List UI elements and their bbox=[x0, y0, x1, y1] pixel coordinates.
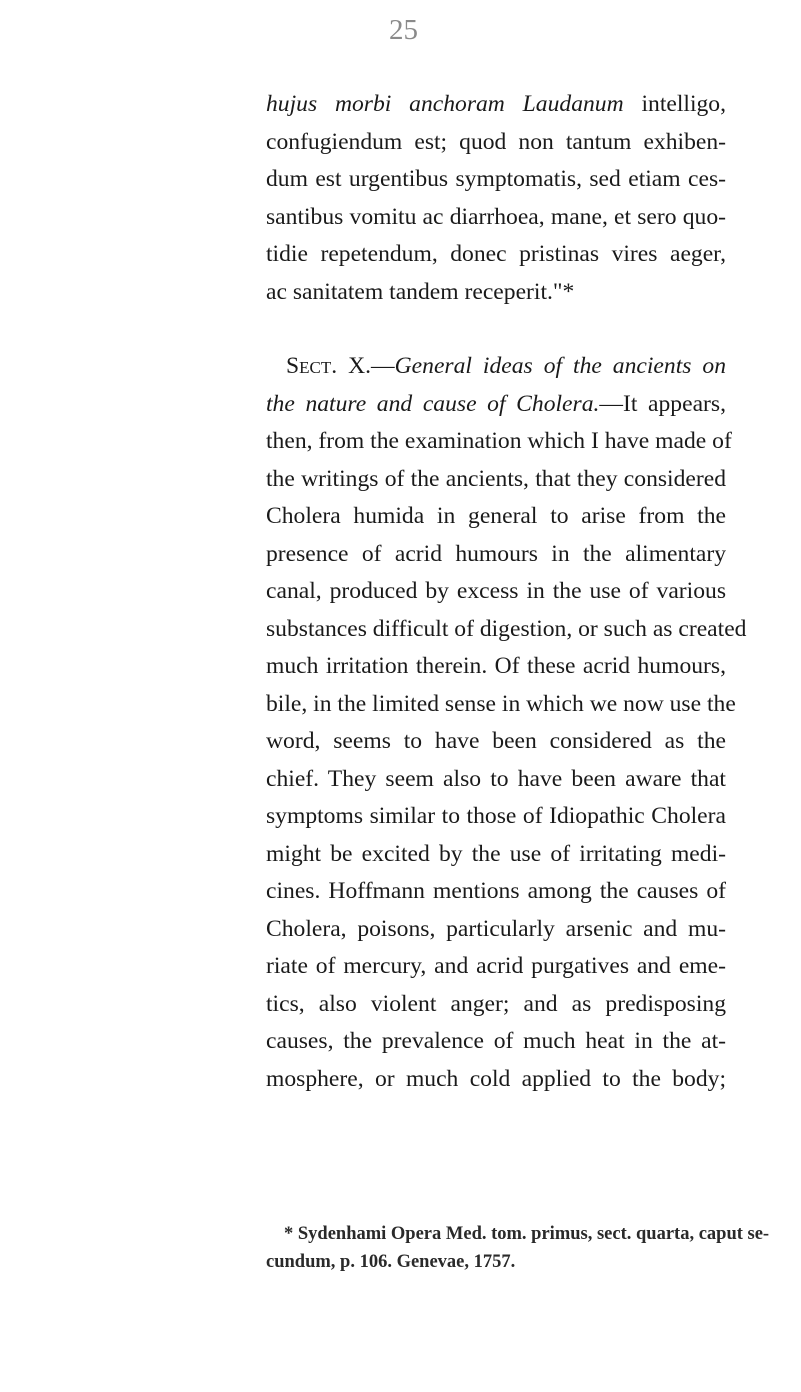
text-line: mosphere, or much cold applied to the body; bbox=[266, 1065, 726, 1092]
text-line: much irritation therein. Of these acrid humours, bbox=[266, 653, 726, 679]
text-line: Cholera, poisons, particularly arsenic and mu- bbox=[266, 915, 726, 942]
text-line: canal, produced by excess in the use of various bbox=[266, 578, 726, 604]
text-line: presence of acrid humours in the alimentary bbox=[266, 540, 726, 567]
text-line: substances difficult of digestion, or such as created bbox=[266, 615, 747, 642]
text-fragment: —It appears, bbox=[599, 390, 726, 417]
text-line bbox=[266, 386, 726, 424]
text-line: the writings of the ancients, that they considered bbox=[266, 465, 726, 492]
footnote-line: cundum, p. 106. Genevae, 1757. bbox=[266, 1252, 516, 1272]
text-line: chief. They seem also to have been aware that bbox=[266, 765, 726, 792]
text-line: ac sanitatem tandem receperit."* bbox=[266, 278, 575, 305]
em-dash: — bbox=[371, 353, 395, 379]
text-line: Cholera humida in general to arise from the bbox=[266, 503, 726, 529]
page-number: 25 bbox=[389, 14, 418, 46]
text-line bbox=[266, 86, 726, 124]
section-label: Sect. X. bbox=[286, 353, 372, 379]
text-line: might be excited by the use of irritating medi- bbox=[266, 840, 726, 867]
section-title: General ideas of the ancients on bbox=[394, 353, 726, 379]
text-line: bile, in the limited sense in which we now use the bbox=[266, 690, 736, 717]
footnote bbox=[266, 1220, 770, 1276]
section-title-continued: the nature and cause of Cholera. bbox=[266, 390, 600, 417]
text-line: confugiendum est; quod non tantum exhiben- bbox=[266, 128, 726, 155]
text-line: dum est urgentibus symptomatis, sed etiam ces- bbox=[266, 166, 726, 192]
text-line: then, from the examination which I have made of bbox=[266, 428, 732, 454]
text-line: cines. Hoffmann mentions among the causes of bbox=[266, 878, 726, 904]
text-line: word, seems to have been considered as the bbox=[266, 728, 726, 754]
text-line: causes, the prevalence of much heat in the at- bbox=[266, 1028, 726, 1054]
main-text bbox=[266, 86, 747, 1098]
text-line: tics, also violent anger; and as predisposing bbox=[266, 990, 726, 1017]
text-line: tidie repetendum, donec pristinas vires aeger, bbox=[266, 241, 726, 267]
text-line: riate of mercury, and acrid purgatives and eme- bbox=[266, 953, 726, 979]
text-fragment: intelligo, bbox=[623, 91, 726, 117]
text-line: symptoms similar to those of Idiopathic Cholera bbox=[266, 803, 726, 829]
section-heading-line bbox=[266, 348, 726, 386]
text-line: santibus vomitu ac diarrhoea, mane, et sero quo- bbox=[266, 203, 726, 230]
italic-phrase: hujus morbi anchoram Laudanum bbox=[266, 91, 624, 117]
footnote-line: * Sydenhami Opera Med. tom. primus, sect. quarta, caput se- bbox=[284, 1224, 770, 1244]
